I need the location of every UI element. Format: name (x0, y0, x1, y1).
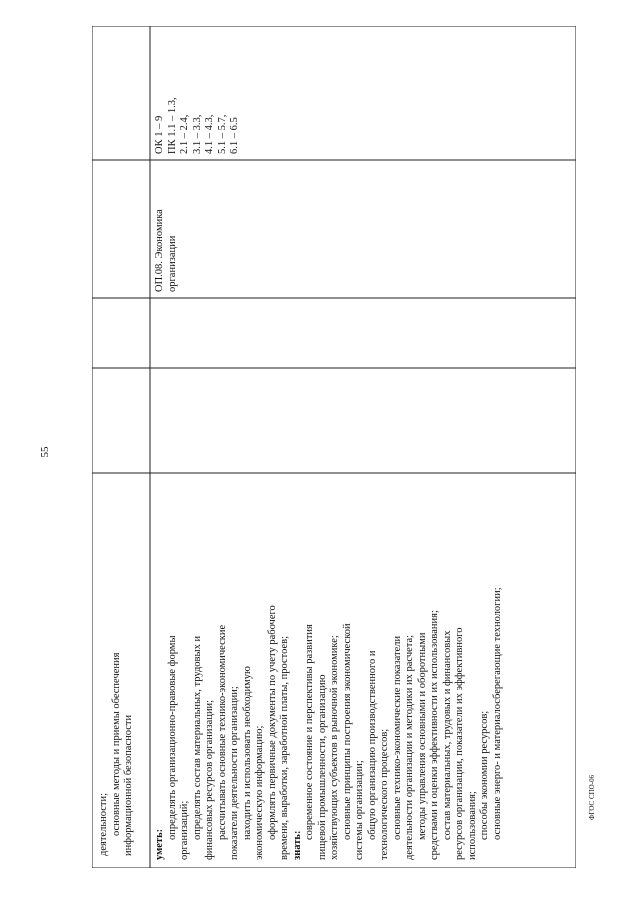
content-line: основные энерго- и материалосберегающие технологии; (491, 587, 503, 840)
content-line: организаций; (179, 800, 190, 860)
footer-mark: ФГОС СПО-06 (588, 774, 596, 820)
content-line: деятельности организации и методики их расчета; (404, 634, 415, 860)
competency-code: 2.1 – 2.4, (179, 114, 190, 154)
content-line: способы экономии ресурсов; (479, 710, 490, 840)
content-line: основные принципы построения экономической (341, 623, 353, 840)
rotated-table (92, 26, 576, 868)
discipline-line: ОП.08. Экономика (154, 209, 165, 292)
content-line: определять организационно-правовые формы (166, 635, 178, 840)
content-line: основные технико-экономические показатели (391, 635, 403, 840)
content-line: использования; (466, 791, 478, 860)
content-cell (154, 587, 504, 860)
discipline-line: организации (166, 235, 178, 292)
content-line: современное состояние и перспективы развития (304, 624, 315, 840)
content-line: хозяйствующих субъектов в рыночной экономике; (329, 635, 340, 860)
competency-code: ОК 1 – 9 (154, 115, 165, 154)
competency-code: 4.1 – 4.3, (204, 114, 215, 154)
content-line: методы управления основными и оборотными (416, 632, 428, 840)
top-row-line: деятельности; (98, 792, 109, 856)
content-line: оформлять первичные документы по учету рабочего (266, 605, 278, 840)
competency-code: ПК 1.1 – 1.3, (166, 97, 178, 154)
section-heading-znat: знать: (291, 830, 303, 860)
top-row-line: информационной безопасности (123, 714, 134, 856)
top-row-text (98, 653, 136, 856)
content-line: финансовых ресурсов организации; (204, 699, 215, 860)
competencies-cell (154, 97, 242, 154)
content-line: системы организации; (354, 760, 365, 860)
page-number: 55 (39, 446, 51, 458)
content-line: пищевой промышленности, организацию (316, 674, 328, 860)
competency-code: 3.1 – 3.3, (191, 114, 203, 154)
content-line: показатели деятельности организации; (229, 686, 240, 860)
content-line: времени, выработки, заработной платы, простоев; (279, 635, 290, 860)
section-heading-umet: уметь: (154, 828, 165, 860)
content-line: технологического процессов; (379, 728, 390, 860)
content-line: состав материальных, трудовых и финансовых (441, 630, 453, 840)
competency-code: 6.1 – 6.5 (229, 117, 240, 154)
content-line: ресурсов организации, показатели их эффективного (454, 627, 465, 860)
competency-code: 5.1 – 5.7, (216, 114, 228, 154)
top-row-line: основные методы и приемы обеспечения (110, 652, 122, 836)
content-line: экономическую информацию; (254, 725, 265, 860)
content-line: средствами и оценки эффективности их использования; (429, 610, 440, 860)
content-line: определять состав материальных, трудовых и (191, 635, 203, 840)
table-frame (92, 26, 576, 868)
discipline-cell (154, 209, 179, 292)
content-line: находить и использовать необходимую (241, 666, 253, 840)
content-line: общую организацию производственного и (366, 650, 378, 840)
content-line: рассчитывать основные технико-экономические (216, 624, 228, 840)
